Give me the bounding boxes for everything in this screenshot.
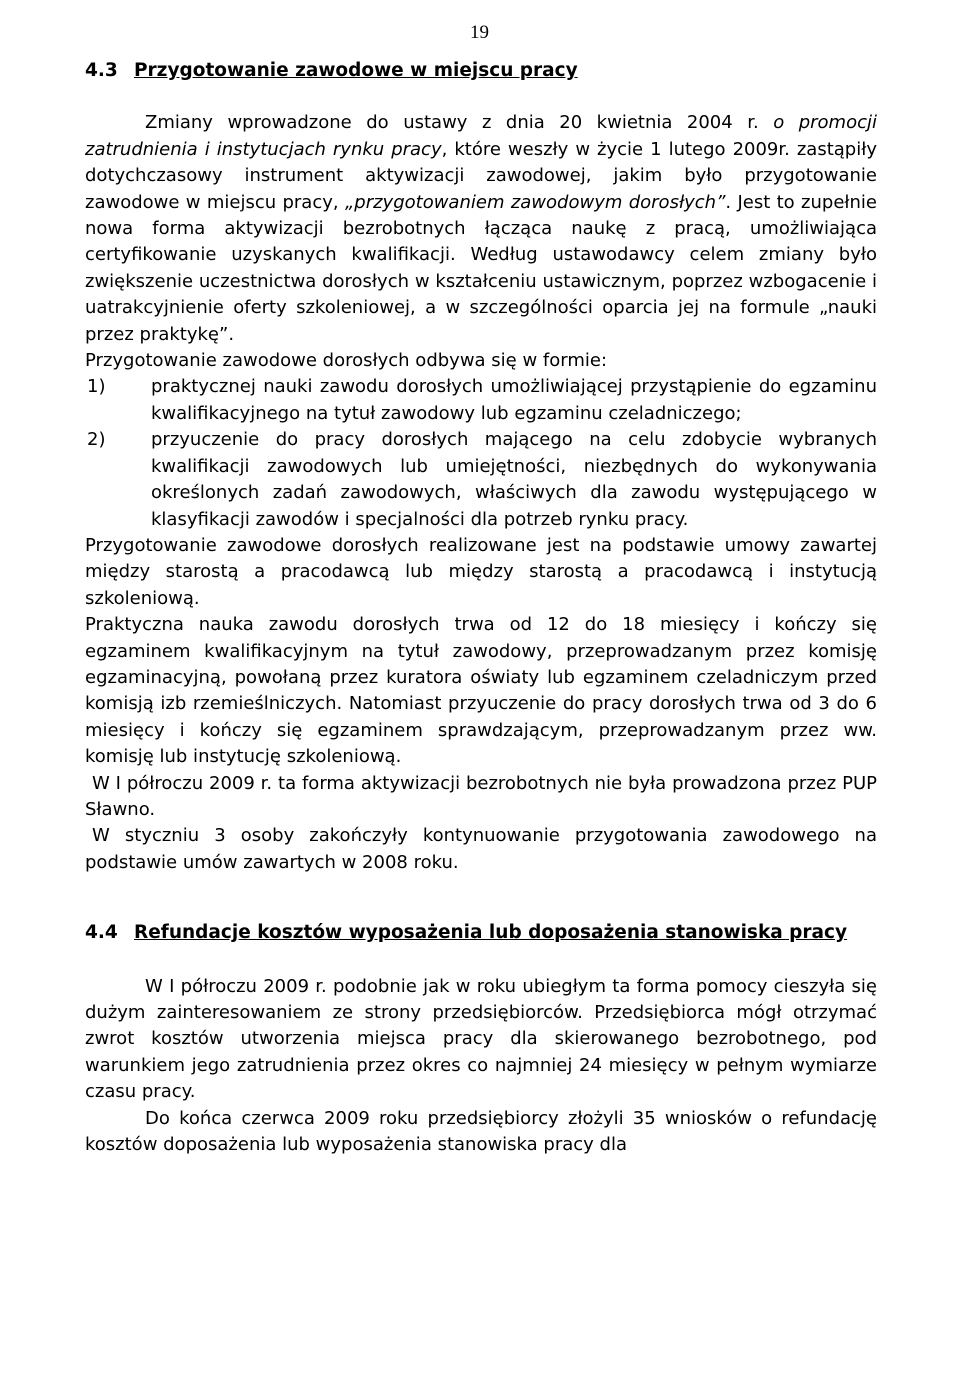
intro-text-3: . Jest to zupełnie nowa forma aktywizacji bezrobotnych łącząca naukę z pracą, umożliwiająca certyfikowanie uzyskanych kwalifikacji. Według ustawodawcy celem zmiany było zwiększenie uczestnictwa dorosłych w kształceniu ustawicznym, poprzez wzbogacenie i uatrakcyjnienie oferty szkoleniowej, a w szczególności oparcia jej na formule „nauki przez praktykę”. [85, 191, 877, 345]
law-title: o promocji zatrudnienia i instytucjach rynku pracy [85, 112, 877, 160]
list-item-label: 2) [87, 429, 106, 451]
intro-paragraph [85, 110, 877, 348]
section-number: 4.4 [85, 922, 118, 944]
intro-text-1: Zmiany wprowadzone do ustawy z dnia 20 kwietnia 2004 r. [145, 112, 774, 134]
forms-list [85, 374, 877, 532]
list-item-text: przyuczenie do pracy dorosłych mającego na celu zdobycie wybranych kwalifikacji zawodowych lub umiejętności, niezbędnych do wykonywania określonych zadań zawodowych, właściwych dla zawodu występującego w klasyfikacji zawodów i specjalności dla potrzeb rynku pracy. [151, 429, 877, 530]
refund-paragraph-2: Do końca czerwca 2009 roku przedsiębiorcy złożyli 35 wniosków o refundację kosztów doposażenia lub wyposażenia stanowiska pracy dla [85, 1107, 877, 1156]
list-item [85, 374, 877, 427]
quoted-term: „przygotowaniem zawodowym dorosłych” [344, 191, 726, 213]
section-number: 4.3 [85, 60, 118, 81]
duration-paragraph: Praktyczna nauka zawodu dorosłych trwa od 12 do 18 miesięcy i kończy się egzaminem kwalifikacyjnym na tytuł zawodowy, przeprowadzanym przez komisję egzaminacyjną, powołaną przez kuratora oświaty lub egzaminem czeladniczym przed komisją izb rzemieślniczych. Natomiast przyuczenie do pracy dorosłych trwa od 3 do 6 miesięcy i kończy się egzaminem sprawdzającym, przeprowadzanym przez ww. komisję lub instytucję szkoleniową. [85, 614, 877, 768]
forms-intro: Przygotowanie zawodowe dorosłych odbywa się w formie: [85, 350, 608, 372]
page-content [85, 58, 877, 1158]
list-item [85, 427, 877, 533]
list-item-label: 1) [87, 376, 106, 398]
first-half-paragraph: W I półroczu 2009 r. ta forma aktywizacji bezrobotnych nie była prowadzona przez PUP Sławno. [85, 772, 877, 820]
section-heading-4-3 [85, 58, 877, 84]
refund-paragraph-1: W I półroczu 2009 r. podobnie jak w roku ubiegłym ta forma pomocy cieszyła się dużym zainteresowaniem ze strony przedsiębiorców. Przedsiębiorca mógł otrzymać zwrot kosztów utworzenia miejsca pracy dla skierowanego bezrobotnego, pod warunkiem jego zatrudnienia przez okres co najmniej 24 miesięcy w pełnym wymiarze czasu pracy. [85, 975, 877, 1103]
page-number: 19 [470, 22, 489, 43]
agreement-paragraph: Przygotowanie zawodowe dorosłych realizowane jest na podstawie umowy zawartej między starostą a pracodawcą lub między starostą a pracodawcą i instytucją szkoleniową. [85, 534, 877, 609]
list-item-text: praktycznej nauki zawodu dorosłych umożliwiającej przystąpienie do egzaminu kwalifikacyjnego na tytuł zawodowy lub egzaminu czeladniczego; [151, 376, 877, 424]
intro-text-2: , które weszły w życie 1 lutego 2009r. zastąpiły dotychczasowy instrument aktywizacji zawodowej, jakim było przygotowanie zawodowe w miejscu pracy, [85, 138, 877, 213]
january-paragraph: W styczniu 3 osoby zakończyły kontynuowanie przygotowania zawodowego na podstawie umów zawartych w 2008 roku. [85, 825, 877, 873]
section-heading-4-4 [85, 920, 877, 946]
section-title: Refundacje kosztów wyposażenia lub doposażenia stanowiska pracy [134, 922, 848, 944]
section-title: Przygotowanie zawodowe w miejscu pracy [134, 60, 578, 81]
